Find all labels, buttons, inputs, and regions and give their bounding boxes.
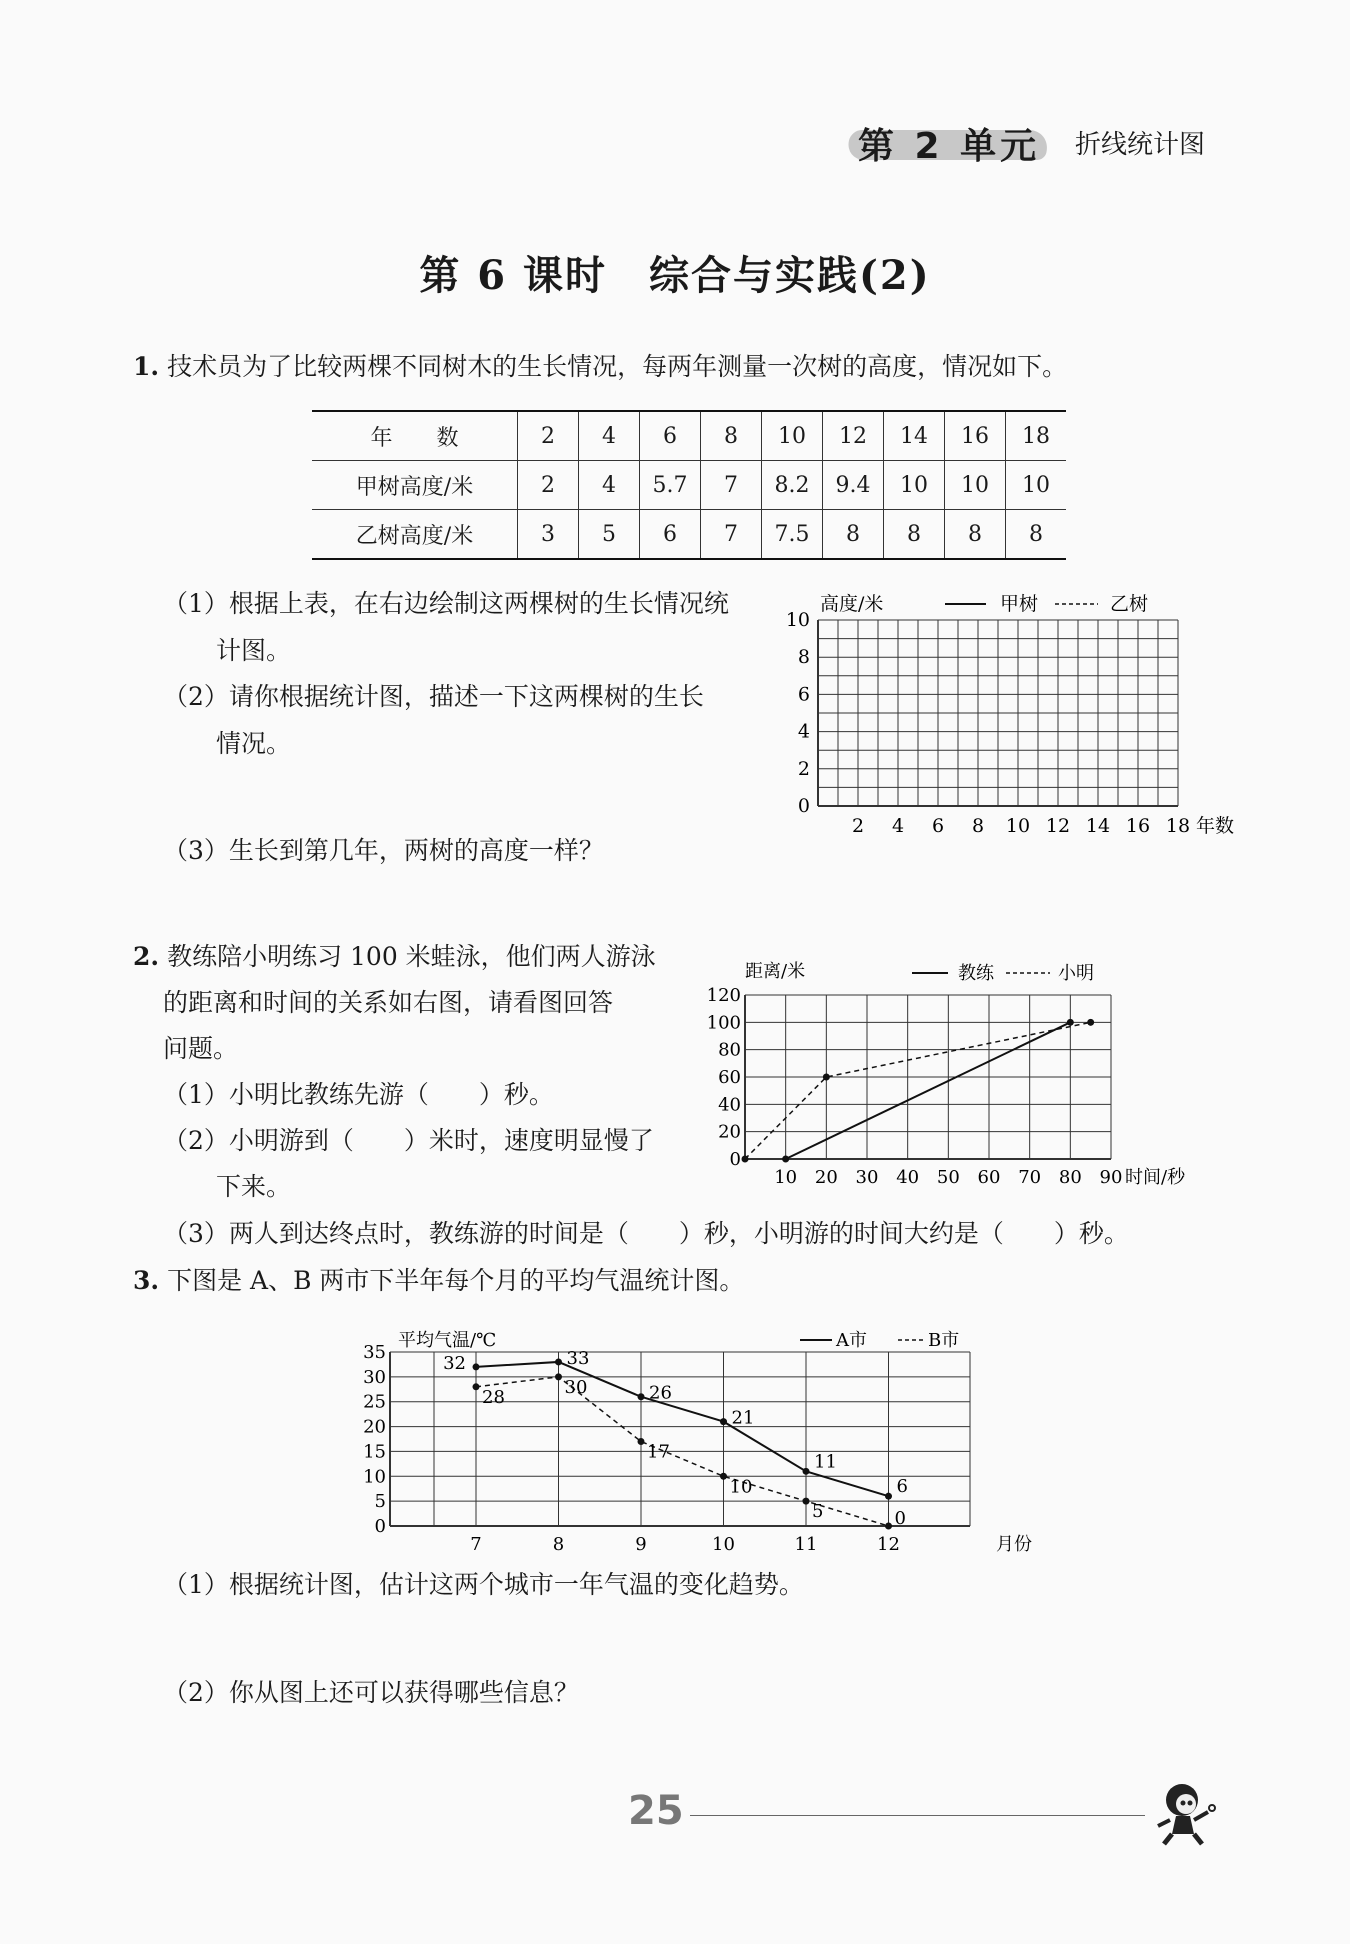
legend-label-xiaoming: 小明 — [1058, 963, 1094, 984]
q1-text: 技术员为了比较两棵不同树木的生长情况，每两年测量一次树的高度，情况如下。 — [167, 352, 1068, 381]
table-cell: 2 — [518, 461, 579, 510]
page-number: 25 — [628, 1788, 684, 1834]
q3-prompt — [133, 1266, 744, 1296]
q2-line1 — [133, 942, 656, 972]
data-point — [720, 1418, 727, 1425]
mascot-icon — [1150, 1778, 1230, 1850]
table-cell: 6 — [640, 411, 701, 461]
data-label: 17 — [647, 1441, 670, 1463]
footer-rule — [690, 1815, 1145, 1816]
x-tick-label: 70 — [1018, 1167, 1042, 1188]
data-label: 32 — [443, 1352, 466, 1374]
y-tick-label: 2 — [797, 757, 810, 780]
y-axis-label: 平均气温/℃ — [398, 1330, 497, 1351]
q1-sub2-line1: （2）请你根据统计图，描述一下这两棵树的生长 — [163, 682, 704, 711]
y-tick-label: 20 — [718, 1121, 741, 1143]
y-tick-label: 120 — [706, 985, 741, 1006]
tree-growth-chart — [780, 580, 1235, 840]
data-label: 0 — [894, 1508, 906, 1529]
y-tick-label: 8 — [797, 646, 810, 669]
data-label: 10 — [729, 1476, 753, 1498]
q2-text: 教练陪小明练习 100 米蛙泳，他们两人游泳 — [167, 942, 656, 971]
y-tick-label: 5 — [374, 1491, 386, 1513]
x-tick-label: 40 — [896, 1167, 920, 1188]
x-tick-label: 10 — [1005, 815, 1031, 837]
y-tick-label: 30 — [363, 1366, 386, 1388]
x-tick-label: 12 — [877, 1534, 900, 1555]
y-tick-label: 25 — [363, 1391, 386, 1413]
data-label: 21 — [731, 1407, 755, 1429]
x-axis-label: 月份 — [996, 1534, 1032, 1555]
q3-number: 3. — [133, 1266, 160, 1295]
y-tick-label: 80 — [718, 1039, 741, 1061]
table-cell: 10 — [1006, 461, 1067, 510]
x-tick-label: 4 — [891, 815, 905, 837]
q1-sub3: （3）生长到第几年，两树的高度一样？ — [163, 836, 604, 865]
table-cell: 14 — [884, 411, 945, 461]
unit-title: 第 2 单元 — [858, 126, 1041, 167]
legend-label-tree-a: 甲树 — [1000, 593, 1039, 615]
q2-sub2-line2: 下来。 — [216, 1172, 292, 1201]
table-cell: 7 — [701, 510, 762, 560]
data-label: 28 — [482, 1386, 505, 1408]
table-cell: 10 — [945, 461, 1006, 510]
q3-sub1: （1）根据统计图，估计这两个城市一年气温的变化趋势。 — [163, 1570, 804, 1599]
q1-sub1-line1: （1）根据上表，在右边绘制这两棵树的生长情况统 — [163, 589, 729, 618]
y-tick-label: 6 — [797, 683, 810, 706]
y-tick-label: 4 — [797, 720, 810, 743]
temperature-chart — [340, 1318, 1032, 1555]
q1-sub1-line2: 计图。 — [216, 636, 292, 665]
data-label: 11 — [814, 1451, 837, 1473]
q2-line3: 问题。 — [163, 1034, 239, 1063]
table-cell: 18 — [1006, 411, 1067, 461]
data-label: 30 — [564, 1376, 588, 1398]
table-cell: 16 — [945, 411, 1006, 461]
data-point — [638, 1438, 645, 1445]
q3-text: 下图是 A、B 两市下半年每个月的平均气温统计图。 — [167, 1266, 745, 1295]
q2-line2: 的距离和时间的关系如右图，请看图回答 — [163, 988, 614, 1017]
q2-sub1: （1）小明比教练先游（ ）秒。 — [163, 1080, 554, 1109]
x-tick-label: 10 — [774, 1167, 798, 1188]
data-point — [473, 1383, 480, 1390]
x-tick-label: 80 — [1058, 1167, 1082, 1188]
q1-sub2-line2: 情况。 — [216, 729, 292, 758]
data-point — [742, 1156, 749, 1163]
y-tick-label: 35 — [363, 1342, 386, 1363]
data-point — [555, 1358, 562, 1365]
data-point — [1067, 1019, 1074, 1026]
x-tick-label: 20 — [814, 1167, 838, 1188]
y-tick-label: 10 — [363, 1466, 386, 1488]
legend-label-tree-b: 乙树 — [1110, 593, 1149, 615]
y-tick-label: 15 — [363, 1441, 386, 1463]
series-line-xiaoming — [745, 1022, 1091, 1159]
table-cell: 10 — [762, 411, 823, 461]
x-tick-label: 6 — [931, 815, 945, 837]
x-tick-label: 18 — [1165, 815, 1191, 837]
legend-label-coach: 教练 — [958, 963, 994, 984]
y-tick-label: 100 — [706, 1012, 741, 1034]
table-cell: 8 — [884, 510, 945, 560]
table-cell: 3 — [518, 510, 579, 560]
table-cell: 5.7 — [640, 461, 701, 510]
x-tick-label: 90 — [1099, 1167, 1123, 1188]
table-row-years — [312, 411, 1066, 461]
table-cell: 8 — [823, 510, 884, 560]
swim-distance-chart — [700, 935, 1220, 1188]
table-cell: 12 — [823, 411, 884, 461]
x-tick-label: 50 — [936, 1167, 960, 1188]
y-tick-label: 60 — [718, 1067, 741, 1088]
x-tick-label: 10 — [712, 1534, 735, 1555]
x-tick-label: 16 — [1125, 815, 1151, 837]
y-tick-label: 40 — [718, 1094, 741, 1116]
x-tick-label: 14 — [1085, 815, 1111, 837]
data-point — [803, 1468, 810, 1475]
q3-sub2: （2）你从图上还可以获得哪些信息？ — [163, 1678, 579, 1707]
table-cell: 2 — [518, 411, 579, 461]
table-cell: 7.5 — [762, 510, 823, 560]
y-axis-label: 距离/米 — [745, 961, 806, 982]
table-cell: 7 — [701, 461, 762, 510]
table-cell: 4 — [579, 461, 640, 510]
x-tick-label: 9 — [635, 1534, 647, 1555]
y-tick-label: 0 — [729, 1149, 741, 1170]
data-label: 33 — [566, 1347, 590, 1369]
x-tick-label: 60 — [977, 1167, 1001, 1188]
legend-label-a: A市 — [836, 1330, 867, 1351]
data-point — [473, 1363, 480, 1370]
legend-label-b: B市 — [928, 1330, 960, 1351]
series-line-coach — [786, 1022, 1071, 1159]
x-tick-label: 30 — [855, 1167, 879, 1188]
table-cell: 8.2 — [762, 461, 823, 510]
table-row-header: 乙树高度/米 — [312, 510, 518, 560]
table-cell: 9.4 — [823, 461, 884, 510]
data-point — [638, 1393, 645, 1400]
y-tick-label: 10 — [785, 609, 810, 631]
q2-sub2-line1: （2）小明游到（ ）米时，速度明显慢了 — [163, 1126, 654, 1155]
table-cell: 8 — [701, 411, 762, 461]
q1-prompt — [133, 352, 1067, 382]
q1-data-table — [312, 410, 1066, 560]
data-point — [885, 1523, 892, 1530]
table-row-tree-b — [312, 510, 1066, 560]
q2-number: 2. — [133, 942, 160, 971]
table-row-tree-a — [312, 461, 1066, 510]
data-point — [1087, 1019, 1094, 1026]
q1-number: 1. — [133, 352, 160, 381]
lesson-title: 第 6 课时 综合与实践(2) — [419, 252, 931, 299]
x-axis-label: 时间/秒 — [1125, 1167, 1186, 1188]
x-tick-label: 2 — [851, 815, 865, 837]
y-tick-label: 0 — [797, 795, 810, 817]
x-tick-label: 7 — [470, 1534, 482, 1555]
data-point — [555, 1373, 562, 1380]
x-tick-label: 11 — [794, 1534, 818, 1555]
q2-sub3: （3）两人到达终点时，教练游的时间是（ ）秒，小明游的时间大约是（ ）秒。 — [163, 1219, 1129, 1248]
table-cell: 4 — [579, 411, 640, 461]
x-tick-label: 12 — [1045, 815, 1071, 837]
data-point — [823, 1074, 830, 1081]
table-row-header: 年 数 — [312, 411, 518, 461]
data-point — [720, 1473, 727, 1480]
data-point — [885, 1493, 892, 1500]
x-axis-label: 年数 — [1196, 815, 1235, 837]
table-cell: 8 — [1006, 510, 1067, 560]
data-label: 26 — [649, 1382, 672, 1404]
x-tick-label: 8 — [971, 815, 985, 837]
table-cell: 5 — [579, 510, 640, 560]
table-cell: 10 — [884, 461, 945, 510]
data-label: 6 — [896, 1476, 908, 1498]
y-axis-label: 高度/米 — [820, 593, 884, 615]
table-cell: 6 — [640, 510, 701, 560]
unit-subtitle: 折线统计图 — [1075, 130, 1206, 160]
table-cell: 8 — [945, 510, 1006, 560]
y-tick-label: 0 — [374, 1516, 386, 1537]
table-row-header: 甲树高度/米 — [312, 461, 518, 510]
y-tick-label: 20 — [363, 1416, 386, 1438]
x-tick-label: 8 — [552, 1534, 565, 1555]
data-point — [803, 1498, 810, 1505]
data-point — [782, 1156, 789, 1163]
data-label: 5 — [812, 1501, 824, 1523]
